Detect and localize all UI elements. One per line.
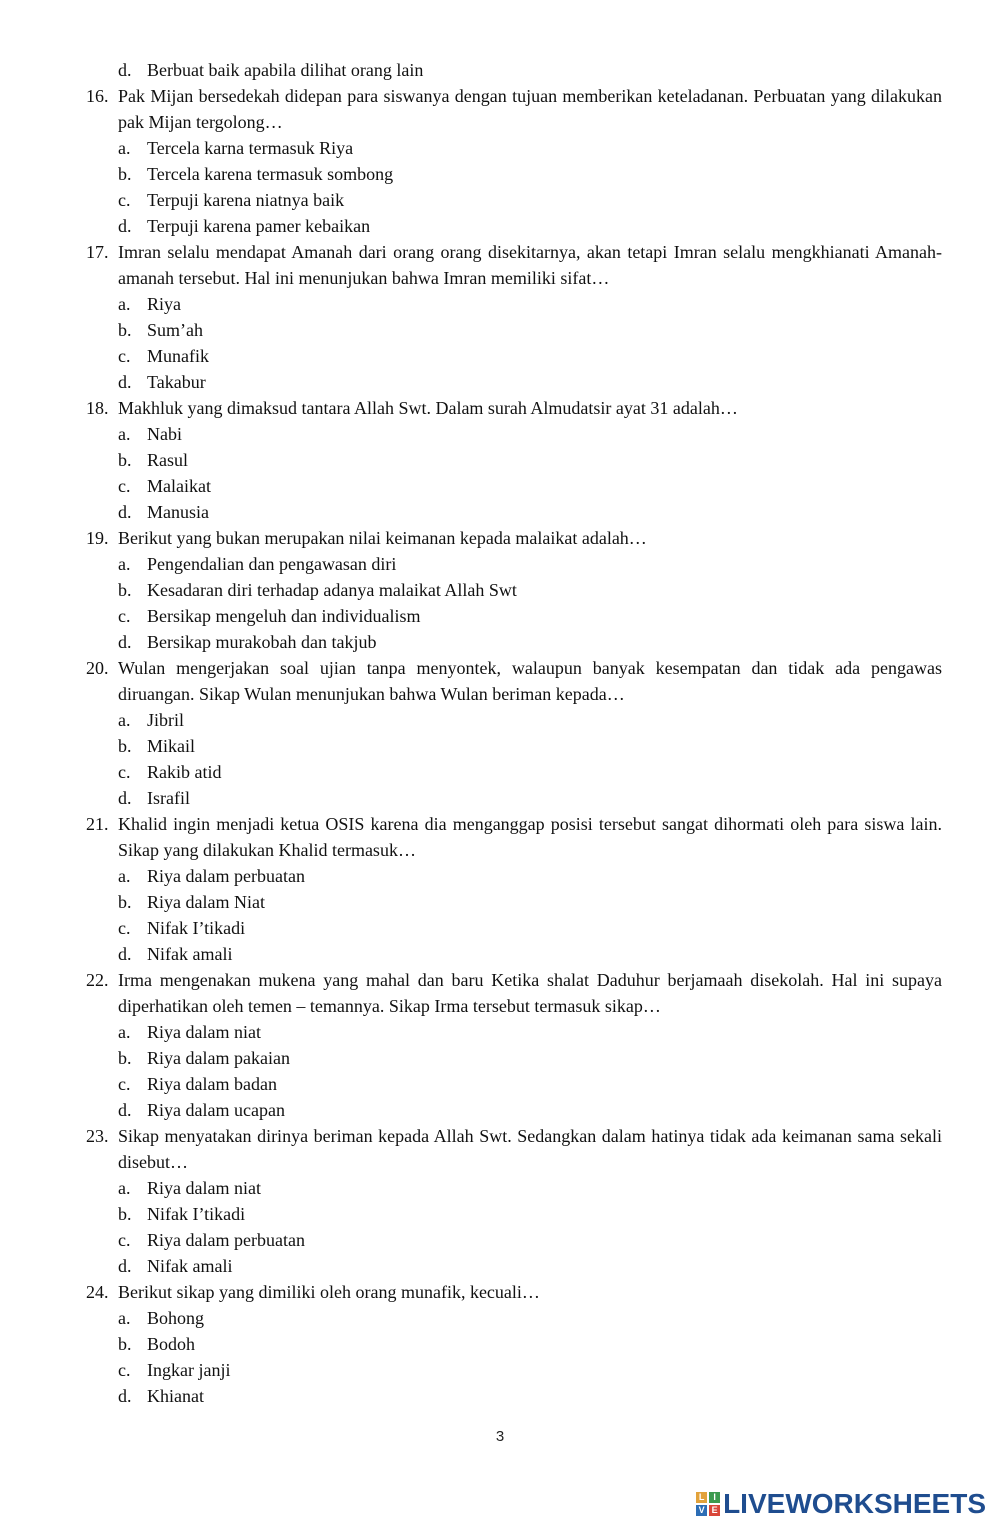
option-letter: c.	[118, 346, 131, 366]
option-letter: c.	[118, 762, 131, 782]
question-number: 22.	[86, 970, 109, 990]
option-letter: b.	[118, 450, 132, 470]
logo-icon-tile: E	[709, 1505, 720, 1516]
liveworksheets-logo-icon	[696, 1492, 720, 1516]
option-text: Bohong	[147, 1308, 205, 1328]
option-text: Tercela karena termasuk sombong	[147, 164, 394, 184]
answer-option	[86, 733, 942, 759]
option-letter: d.	[118, 632, 132, 652]
option-letter: c.	[118, 606, 131, 626]
answer-option	[86, 1045, 942, 1071]
question-number: 18.	[86, 398, 109, 418]
option-letter: b.	[118, 164, 132, 184]
option-letter: c.	[118, 1074, 131, 1094]
option-letter: d.	[118, 216, 132, 236]
option-letter: d.	[118, 1386, 132, 1406]
answer-option	[86, 369, 942, 395]
question-item	[86, 811, 942, 863]
question-text: Irma mengenakan mukena yang mahal dan baru Ketika shalat Daduhur berjamaah disekolah. Hal ini supaya diperhatikan oleh temen – temannya. Sikap Irma tersebut termasuk sikap…	[118, 970, 942, 1016]
question-text: Khalid ingin menjadi ketua OSIS karena dia menganggap posisi tersebut sangat dihormati oleh para siswa lain. Sikap yang dilakukan Khalid termasuk…	[118, 814, 942, 860]
option-text: Khianat	[147, 1386, 204, 1406]
answer-option	[86, 135, 942, 161]
option-letter: c.	[118, 1360, 131, 1380]
question-text: Sikap menyatakan dirinya beriman kepada Allah Swt. Sedangkan dalam hatinya tidak ada keimanan sama sekali disebut…	[118, 1126, 942, 1172]
option-text: Riya dalam pakaian	[147, 1048, 290, 1068]
option-text: Riya dalam perbuatan	[147, 1230, 305, 1250]
question-item	[86, 525, 942, 551]
answer-option	[86, 1019, 942, 1045]
answer-option	[86, 551, 942, 577]
option-letter: a.	[118, 294, 131, 314]
option-text: Terpuji karena pamer kebaikan	[147, 216, 371, 236]
option-text: Kesadaran diri terhadap adanya malaikat Allah Swt	[147, 580, 517, 600]
option-letter: a.	[118, 554, 131, 574]
question-text: Imran selalu mendapat Amanah dari orang orang disekitarnya, akan tetapi Imran selalu mengkhianati Amanah-amanah tersebut. Hal ini menunjukan bahwa Imran memiliki sifat…	[118, 242, 942, 288]
question-number: 23.	[86, 1126, 109, 1146]
liveworksheets-logo	[696, 1487, 986, 1521]
question-number: 16.	[86, 86, 109, 106]
option-text: Rakib atid	[147, 762, 222, 782]
option-text: Nabi	[147, 424, 182, 444]
answer-option	[86, 1253, 942, 1279]
answer-option	[86, 421, 942, 447]
option-letter: d.	[118, 60, 132, 80]
option-text: Riya dalam ucapan	[147, 1100, 285, 1120]
option-letter: c.	[118, 476, 131, 496]
question-item	[86, 655, 942, 707]
answer-option	[86, 1227, 942, 1253]
answer-option	[86, 941, 942, 967]
option-letter: a.	[118, 138, 131, 158]
answer-option	[86, 759, 942, 785]
logo-icon-tile: V	[696, 1505, 707, 1516]
option-text: Ingkar janji	[147, 1360, 231, 1380]
answer-option	[86, 473, 942, 499]
answer-option	[86, 213, 942, 239]
answer-option	[86, 915, 942, 941]
option-letter: d.	[118, 1256, 132, 1276]
option-letter: c.	[118, 190, 131, 210]
answer-option	[86, 577, 942, 603]
question-text: Pak Mijan bersedekah didepan para siswanya dengan tujuan memberikan keteladanan. Perbuatan yang dilakukan pak Mijan tergolong…	[118, 86, 942, 132]
option-letter: b.	[118, 892, 132, 912]
answer-option	[86, 57, 942, 83]
option-text: Riya dalam niat	[147, 1022, 261, 1042]
option-letter: d.	[118, 788, 132, 808]
answer-option	[86, 1071, 942, 1097]
option-letter: a.	[118, 710, 131, 730]
question-text: Makhluk yang dimaksud tantara Allah Swt. Dalam surah Almudatsir ayat 31 adalah…	[118, 398, 738, 418]
answer-option	[86, 629, 942, 655]
answer-option	[86, 317, 942, 343]
question-item	[86, 395, 942, 421]
answer-option	[86, 707, 942, 733]
option-text: Manusia	[147, 502, 209, 522]
option-text: Bersikap mengeluh dan individualism	[147, 606, 421, 626]
question-number: 17.	[86, 242, 109, 262]
answer-option	[86, 1175, 942, 1201]
question-text: Berikut sikap yang dimiliki oleh orang munafik, kecuali…	[118, 1282, 540, 1302]
option-letter: a.	[118, 1022, 131, 1042]
answer-option	[86, 447, 942, 473]
answer-option	[86, 603, 942, 629]
option-text: Bodoh	[147, 1334, 196, 1354]
answer-option	[86, 1383, 942, 1409]
option-text: Nifak I’tikadi	[147, 918, 246, 938]
option-text: Terpuji karena niatnya baik	[147, 190, 345, 210]
option-letter: b.	[118, 580, 132, 600]
option-text: Tercela karna termasuk Riya	[147, 138, 354, 158]
question-number: 19.	[86, 528, 109, 548]
question-item	[86, 1123, 942, 1175]
answer-option	[86, 1201, 942, 1227]
option-text: Jibril	[147, 710, 185, 730]
answer-option	[86, 1305, 942, 1331]
answer-option	[86, 1097, 942, 1123]
question-text: Berikut yang bukan merupakan nilai keimanan kepada malaikat adalah…	[118, 528, 647, 548]
answer-option	[86, 785, 942, 811]
logo-text: LIVEWORKSHEETS	[723, 1488, 986, 1519]
option-letter: a.	[118, 1308, 131, 1328]
option-text: Nifak amali	[147, 944, 233, 964]
question-number: 20.	[86, 658, 109, 678]
answer-option	[86, 1357, 942, 1383]
option-text: Riya	[147, 294, 181, 314]
question-number: 21.	[86, 814, 109, 834]
question-item	[86, 83, 942, 135]
option-letter: b.	[118, 1048, 132, 1068]
answer-option	[86, 161, 942, 187]
option-text: Takabur	[147, 372, 206, 392]
answer-option	[86, 1331, 942, 1357]
question-text: Wulan mengerjakan soal ujian tanpa menyontek, walaupun banyak kesempatan dan tidak ada pengawas diruangan. Sikap Wulan menunjukan bahwa Wulan beriman kepada…	[118, 658, 942, 704]
option-letter: b.	[118, 1334, 132, 1354]
option-letter: d.	[118, 944, 132, 964]
option-text: Bersikap murakobah dan takjub	[147, 632, 377, 652]
answer-option	[86, 291, 942, 317]
question-item	[86, 967, 942, 1019]
answer-option	[86, 499, 942, 525]
option-text: Pengendalian dan pengawasan diri	[147, 554, 397, 574]
question-item	[86, 1279, 942, 1305]
option-text: Nifak I’tikadi	[147, 1204, 246, 1224]
option-text: Mikail	[147, 736, 195, 756]
option-letter: d.	[118, 1100, 132, 1120]
answer-option	[86, 889, 942, 915]
option-text: Munafik	[147, 346, 209, 366]
option-text: Rasul	[147, 450, 189, 470]
option-text: Berbuat baik apabila dilihat orang lain	[147, 60, 424, 80]
option-text: Riya dalam Niat	[147, 892, 265, 912]
option-text: Riya dalam niat	[147, 1178, 261, 1198]
option-letter: b.	[118, 736, 132, 756]
question-list	[86, 57, 942, 1409]
option-text: Malaikat	[147, 476, 211, 496]
option-letter: a.	[118, 424, 131, 444]
option-letter: b.	[118, 320, 132, 340]
logo-icon-tile: I	[709, 1492, 720, 1503]
option-text: Israfil	[147, 788, 190, 808]
option-text: Nifak amali	[147, 1256, 233, 1276]
option-text: Sum’ah	[147, 320, 203, 340]
option-letter: c.	[118, 918, 131, 938]
logo-icon-tile: L	[696, 1492, 707, 1503]
answer-option	[86, 863, 942, 889]
option-letter: d.	[118, 502, 132, 522]
page-number: 3	[495, 1428, 505, 1445]
option-text: Riya dalam perbuatan	[147, 866, 305, 886]
option-letter: a.	[118, 866, 131, 886]
option-letter: b.	[118, 1204, 132, 1224]
question-number: 24.	[86, 1282, 109, 1302]
answer-option	[86, 343, 942, 369]
option-letter: a.	[118, 1178, 131, 1198]
question-item	[86, 239, 942, 291]
questions-container	[86, 83, 942, 1409]
answer-option	[86, 187, 942, 213]
option-letter: c.	[118, 1230, 131, 1250]
option-text: Riya dalam badan	[147, 1074, 277, 1094]
option-letter: d.	[118, 372, 132, 392]
